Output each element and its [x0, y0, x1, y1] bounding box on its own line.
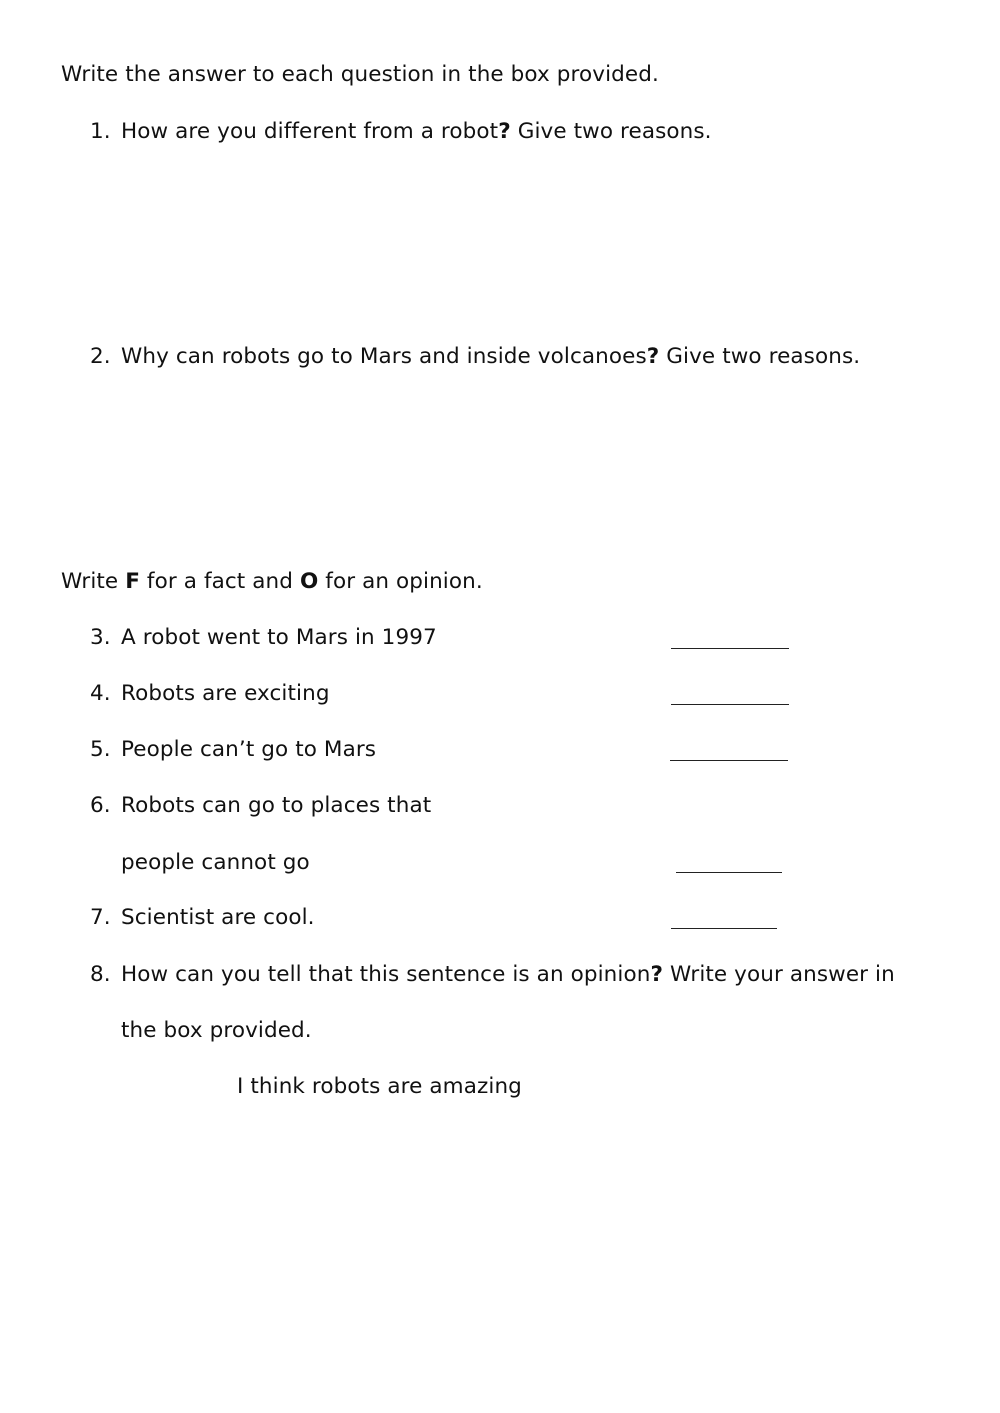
question-number: 8. — [90, 962, 111, 987]
question-text: Robots are exciting — [121, 681, 330, 706]
question-text: How are you different from a robot? Give two reasons. — [121, 119, 712, 144]
question-text: Scientist are cool. — [121, 905, 315, 930]
answer-blank-6[interactable] — [676, 872, 782, 873]
question-text: A robot went to Mars in 1997 — [121, 625, 437, 650]
instruction-answer-in-box: Write the answer to each question in the box provided. — [61, 62, 659, 87]
question-number: 6. — [90, 793, 111, 818]
answer-blank-4[interactable] — [671, 704, 789, 705]
question-text-line-2: the box provided. — [121, 1018, 312, 1043]
answer-box-2[interactable] — [121, 385, 921, 555]
question-number: 1. — [90, 119, 111, 144]
question-number: 2. — [90, 344, 111, 369]
question-text-line-1: Robots can go to places that — [121, 793, 432, 818]
question-number: 5. — [90, 737, 111, 762]
question-text-line-2: people cannot go — [121, 850, 310, 875]
answer-blank-5[interactable] — [670, 760, 788, 761]
answer-blank-3[interactable] — [671, 648, 789, 649]
question-text: How can you tell that this sentence is an opinion? Write your answer in — [121, 962, 895, 987]
question-text: Why can robots go to Mars and inside volcanoes? Give two reasons. — [121, 344, 861, 369]
answer-box-1[interactable] — [121, 160, 921, 330]
answer-blank-7[interactable] — [671, 928, 777, 929]
question-text: People can’t go to Mars — [121, 737, 377, 762]
question-number: 4. — [90, 681, 111, 706]
instruction-fact-opinion: Write F for a fact and O for an opinion. — [61, 569, 483, 594]
answer-box-8[interactable] — [121, 1115, 921, 1315]
example-opinion-sentence: I think robots are amazing — [237, 1074, 522, 1099]
question-number: 3. — [90, 625, 111, 650]
question-number: 7. — [90, 905, 111, 930]
